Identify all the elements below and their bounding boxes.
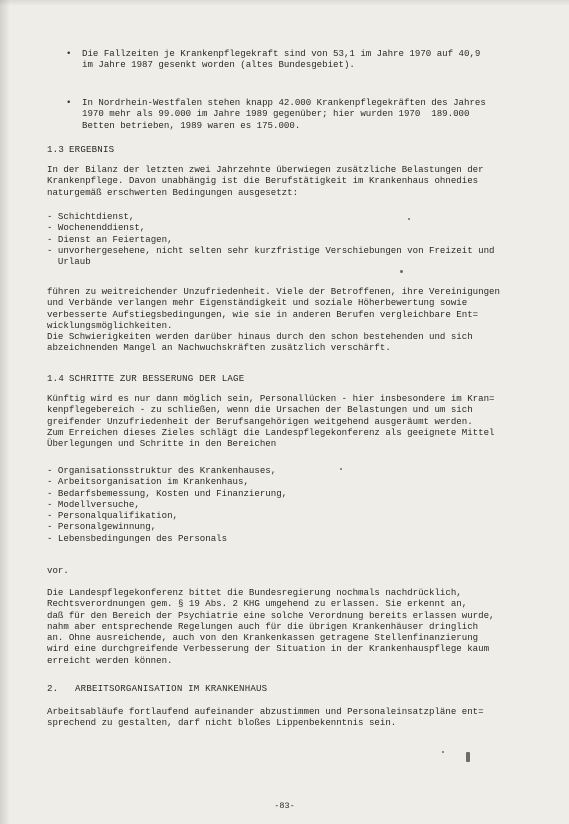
list-item: - Bedarfsbemessung, Kosten und Finanzierung, xyxy=(47,488,287,499)
page-number: -83- xyxy=(274,801,295,811)
list-item: - Arbeitsorganisation im Krankenhaus, xyxy=(47,476,287,487)
bullet-text: In Nordrhein-Westfalen stehen knapp 42.000 Krankenpflegekräften des Jahres 1970 mehr als 99.000 im Jahre 1989 gegenüber; hier wurden 1970 189.000 Betten betrieben, 1989 waren es 175.000. xyxy=(82,97,486,131)
page-top-shadow xyxy=(0,0,569,6)
bullet-marker: • xyxy=(66,48,72,59)
scan-speck xyxy=(400,270,403,273)
section-title: ERGEBNIS xyxy=(69,144,115,155)
list-item: - Personalgewinnung, xyxy=(47,521,287,532)
scan-speck xyxy=(408,218,410,220)
list-item: - unvorhergesehene, nicht selten sehr kurzfristige Verschiebungen von Freizeit und Urlaub xyxy=(47,245,495,268)
list-item: - Personalqualifikation, xyxy=(47,510,287,521)
bullet-marker: • xyxy=(66,97,72,108)
list-item: - Dienst an Feiertagen, xyxy=(47,234,495,245)
page-edge-shadow xyxy=(0,0,10,824)
scan-speck xyxy=(340,468,342,470)
section-title: SCHRITTE ZUR BESSERUNG DER LAGE xyxy=(69,373,245,384)
section-intro: Künftig wird es nur dann möglich sein, Personallücken - hier insbesondere im Kran= kenpflegebereich - zu schließen, wenn die Ursachen der Belastungen und um sich greifender Unzufriedenheit der Berufsangehörigen weitgehend ausgeräumt werden. Zum Erreichen dieses Zieles schlägt die Landespflegekonferenz als geeignete Mittel Überlegungen und Schritte in den Bereichen xyxy=(47,393,495,450)
section-paragraph: Arbeitsabläufe fortlaufend aufeinander abzustimmen und Personaleinsatzpläne ent= sprechend zu gestalten, darf nicht bloßes Lippenbekenntnis sein. xyxy=(47,706,484,729)
section-heading xyxy=(47,373,244,384)
scan-speck xyxy=(466,752,470,762)
section-heading xyxy=(47,144,114,155)
section-number: 1.3 xyxy=(47,144,64,155)
bullet-text: Die Fallzeiten je Krankenpflegekraft sind von 53,1 im Jahre 1970 auf 40,9 im Jahre 1987 gesenkt worden (altes Bundesgebiet). xyxy=(82,48,481,71)
bullet-item xyxy=(66,97,516,131)
closing-word: vor. xyxy=(47,565,69,576)
list-item: - Schichtdienst, xyxy=(47,211,495,222)
list-item: - Wochenenddienst, xyxy=(47,222,495,233)
conditions-list xyxy=(47,211,495,267)
section-number: 2. xyxy=(47,683,59,694)
section-paragraph: Die Landespflegekonferenz bittet die Bundesregierung nochmals nachdrücklich, Rechtsverordnungen gem. § 19 Abs. 2 KHG umgehend zu erlassen. Sie erkennt an, daß für den Bereich der Psychiatrie eine solche Verordnung bereits erlassen wurde, nahm aber entsprechende Regelungen auch für die übrigen Krankenhäuser dringlich an. Ohne ausreichende, auch von den Krankenkassen getragene Stellenfinanzierung wird eine durchgreifende Verbesserung der Situation in der Krankenhauspflege kaum erreicht werden können. xyxy=(47,587,495,666)
bullet-item xyxy=(66,48,516,71)
list-item: - Modellversuche, xyxy=(47,499,287,510)
section-number: 1.4 xyxy=(47,373,64,384)
areas-list xyxy=(47,465,287,544)
section-heading xyxy=(47,683,267,694)
list-item: - Lebensbedingungen des Personals xyxy=(47,533,287,544)
section-intro: In der Bilanz der letzten zwei Jahrzehnte überwiegen zusätzliche Belastungen der Krankenpflege. Davon unabhängig ist die Berufstätigkeit im Krankenhaus ohnedies naturgemäß erschwerten Bedingungen ausgesetzt: xyxy=(47,164,484,198)
scan-speck xyxy=(442,751,444,753)
section-title: ARBEITSORGANISATION IM KRANKENHAUS xyxy=(75,683,268,694)
section-paragraph: führen zu weitreichender Unzufriedenheit. Viele der Betroffenen, ihre Vereinigungen und Verbände verlangen mehr Eigenständigkeit und soziale Höherbewertung sowie verbesserte Aufstiegsbedingungen, wie sie in anderen Berufen vergleichbare Ent= wicklungsmöglichkeiten. Die Schwierigkeiten werden darüber hinaus durch den schon bestehenden und sich abzeichnenden Mangel an Nachwuchskräften zusätzlich verschärft. xyxy=(47,286,500,354)
list-item: - Organisationsstruktur des Krankenhauses, xyxy=(47,465,287,476)
